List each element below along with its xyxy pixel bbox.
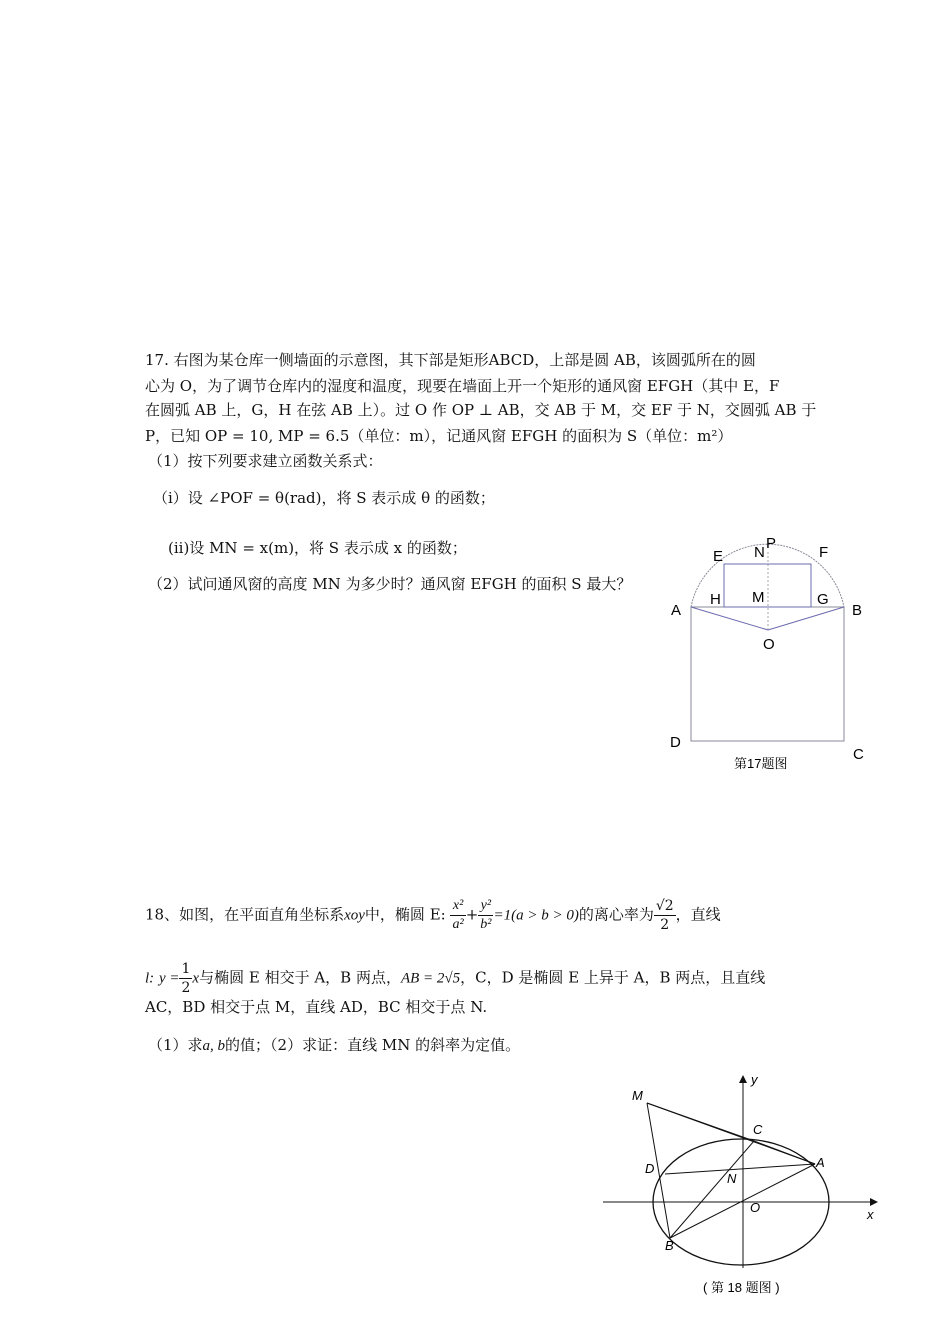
eq-y-den: b² <box>480 917 492 932</box>
q17-line3: 在圆弧 AB 上，G，H 在弦 AB 上）。过 O 作 OP ⊥ AB，交 AB 于 M，交 EF 于 N，交圆弧 AB 于 <box>145 401 817 419</box>
ecc-num: √2 <box>655 898 674 914</box>
label18-n: N <box>727 1171 737 1186</box>
q18-line2-b: 与椭圆 E 相交于 A，B 两点， <box>199 968 401 987</box>
eq-x-num: x² <box>450 897 465 916</box>
q17-part1-i: （i）设 ∠POF = θ(rad)，将 S 表示成 θ 的函数； <box>153 489 495 507</box>
line-ca <box>754 1141 815 1164</box>
seg-ob <box>768 607 844 630</box>
label-e: E <box>713 548 724 565</box>
label18-o: O <box>750 1200 761 1215</box>
q17-line4: P，已知 OP = 10, MP = 6.5（单位：m），记通风窗 EFGH 的面积为 S（单位：m²） <box>145 427 733 445</box>
ecc-frac <box>654 897 676 934</box>
label18-b: B <box>665 1238 674 1253</box>
label-g: G <box>817 591 829 608</box>
q18-line2 <box>145 960 765 997</box>
q17-part1: （1）按下列要求建立函数关系式： <box>148 452 383 470</box>
eq-x-den: a² <box>452 917 464 932</box>
label18-a: A <box>816 1155 825 1170</box>
q18-line1-c: 的离心率为 <box>578 905 654 924</box>
window-efgh <box>724 564 811 607</box>
label18-c: C <box>753 1122 763 1137</box>
q18-ab: AB = 2√5 <box>400 970 461 987</box>
label-b: B <box>852 602 863 619</box>
eq-y-num: y² <box>478 897 493 916</box>
label18-x: x <box>867 1207 874 1222</box>
label18-y: y <box>751 1072 758 1087</box>
label-f: F <box>819 544 829 561</box>
label-h: H <box>710 591 721 608</box>
q18-l: l: <box>145 970 155 987</box>
line-mc <box>647 1103 754 1141</box>
half-frac <box>179 960 192 997</box>
label-p: P <box>766 535 777 552</box>
half-num: 1 <box>181 961 191 977</box>
q17-part1-ii: (ii)设 MN = x(m)，将 S 表示成 x 的函数； <box>168 539 467 557</box>
q18-line-x: x <box>192 970 200 987</box>
label-c: C <box>853 746 864 763</box>
q18-ab-vars: a, b <box>202 1038 226 1054</box>
label-m: M <box>752 589 765 606</box>
q18-line4-a: （1）求 <box>148 1036 203 1054</box>
q18-line1-d: ，直线 <box>675 905 721 924</box>
figure17-caption: 第17题图 <box>734 756 788 771</box>
q18-line-eq: y = <box>158 970 180 987</box>
eq-plus: + <box>465 905 479 924</box>
q18-line1-a: 18、如图，在平面直角坐标系 <box>145 905 345 924</box>
label-a: A <box>671 602 682 619</box>
q18-xoy: xoy <box>344 907 365 924</box>
eq-frac-x <box>450 897 465 934</box>
figure18-caption: ( 第 18 题图 ) <box>703 1280 780 1295</box>
q17-part2: （2）试问通风窗的高度 MN 为多少时？通风窗 EFGH 的面积 S 最大？ <box>148 575 632 593</box>
q18-line1 <box>145 897 721 934</box>
label18-d: D <box>645 1161 655 1176</box>
eq-frac-y <box>478 897 493 934</box>
q17-line1: 17. 右图为某仓库一侧墙面的示意图，其下部是矩形ABCD，上部是圆 AB，该圆弧所在的圆 <box>145 351 756 369</box>
q17-figure <box>660 530 880 780</box>
q18-line2-c: ，C，D 是椭圆 E 上异于 A，B 两点，且直线 <box>460 968 766 987</box>
label-o: O <box>763 636 775 653</box>
q18-figure <box>595 1068 895 1303</box>
label-n: N <box>754 544 765 561</box>
q17-line2: 心为 O，为了调节仓库内的湿度和温度，现要在墙面上开一个矩形的通风窗 EFGH（其中 E，F <box>145 377 780 395</box>
q18-line4-b: 的值；（2）求证：直线 MN 的斜率为定值。 <box>225 1036 521 1054</box>
label-d: D <box>670 734 681 751</box>
eq-rest: =1(a > b > 0) <box>493 907 579 924</box>
q18-line3: AC，BD 相交于点 M，直线 AD，BC 相交于点 N. <box>145 998 488 1016</box>
rect-abcd <box>691 607 844 741</box>
seg-oa <box>691 607 768 630</box>
half-den: 2 <box>181 980 191 996</box>
q18-line1-b: 中，椭圆 E: <box>364 905 446 924</box>
label18-m: M <box>632 1088 643 1103</box>
line-da <box>665 1164 815 1174</box>
ecc-den: 2 <box>660 917 670 933</box>
q18-line4 <box>148 1035 520 1056</box>
